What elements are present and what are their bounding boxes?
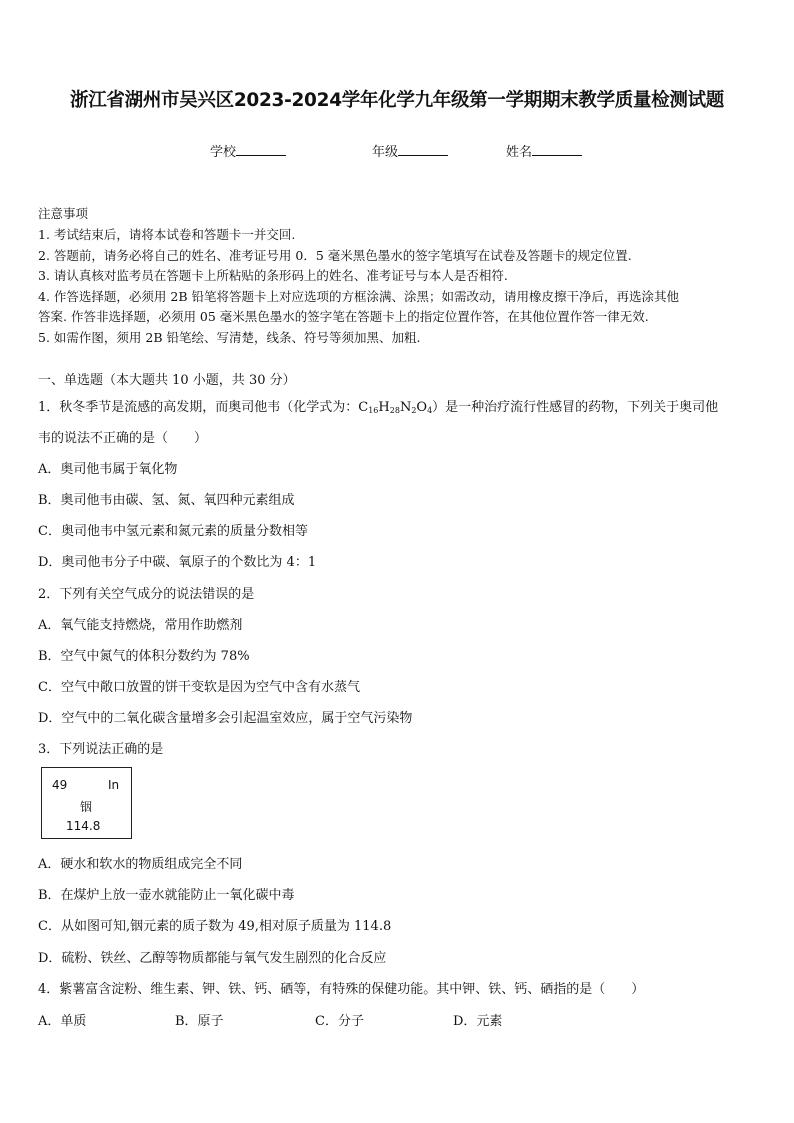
- name-blank: [532, 143, 582, 156]
- question-2-option-c: C．空气中敞口放置的饼干变软是因为空气中含有水蒸气: [38, 680, 360, 695]
- question-4-stem: 4．紫薯富含淀粉、维生素、钾、铁、钙、硒等，有特殊的保健功能。其中钾、铁、钙、硒指的是（ ）: [38, 982, 645, 997]
- notice-item: 答案. 作答非选择题，必须用 05 毫米黑色墨水的签字笔在答题卡上的指定位置作答，在其他位置作答一律无效.: [38, 309, 649, 324]
- question-2-stem: 2．下列有关空气成分的说法错误的是: [38, 587, 255, 602]
- question-1-option-d: D．奥司他韦分子中碳、氧原子的个数比为 4：1: [38, 555, 317, 570]
- grade-label: 年级: [372, 145, 399, 160]
- element-symbol: In: [108, 778, 120, 792]
- school-field: [210, 141, 286, 160]
- question-2-option-b: B．空气中氮气的体积分数约为 78%: [38, 649, 250, 664]
- school-label: 学校: [210, 145, 237, 160]
- element-card-indium: [41, 767, 132, 839]
- grade-blank: [398, 143, 448, 156]
- question-2-option-d: D．空气中的二氧化碳含量增多会引起温室效应，属于空气污染物: [38, 711, 413, 726]
- question-2-option-a: A．氧气能支持燃烧，常用作助燃剂: [38, 618, 243, 633]
- question-3-option-d: D．硫粉、铁丝、乙醇等物质都能与氧气发生剧烈的化合反应: [38, 951, 387, 966]
- question-3-option-a: A．硬水和软水的物质组成完全不同: [38, 857, 243, 872]
- notice-item: 2. 答题前，请务必将自己的姓名、准考证号用 0．5 毫米黑色墨水的签字笔填写在试卷及答题卡的规定位置.: [38, 248, 632, 263]
- name-label: 姓名: [506, 145, 533, 160]
- notice-item: 4. 作答选择题，必须用 2B 铅笔将答题卡上对应选项的方框涂满、涂黑；如需改动，请用橡皮擦干净后，再选涂其他: [38, 289, 679, 304]
- atomic-number: 49: [52, 778, 68, 792]
- question-3-stem: 3．下列说法正确的是: [38, 742, 164, 757]
- question-1-option-c: C．奥司他韦中氢元素和氮元素的质量分数相等: [38, 524, 308, 539]
- question-1-option-a: A．奥司他韦属于氧化物: [38, 462, 178, 477]
- question-3-option-c: C．从如图可知,铟元素的质子数为 49,相对原子质量为 114.8: [38, 919, 392, 934]
- notice-item: 5. 如需作图，须用 2B 铅笔绘、写清楚，线条、符号等须加黑、加粗.: [38, 330, 421, 345]
- section-heading: 一、单选题（本大题共 10 小题，共 30 分）: [38, 373, 296, 388]
- notice-item: 1. 考试结束后，请将本试卷和答题卡一并交回.: [38, 227, 296, 242]
- notice-item: 3. 请认真核对监考员在答题卡上所粘贴的条形码上的姓名、准考证号与本人是否相符.: [38, 268, 508, 283]
- school-blank: [236, 143, 286, 156]
- question-4-option-c: C．分子: [315, 1014, 364, 1029]
- name-field: [506, 141, 582, 160]
- question-3-option-b: B．在煤炉上放一壶水就能防止一氧化碳中毒: [38, 888, 295, 903]
- atomic-mass: 114.8: [66, 819, 101, 833]
- question-1-option-b: B．奥司他韦由碳、氢、氮、氧四种元素组成: [38, 493, 295, 508]
- question-4-option-a: A．单质: [38, 1014, 87, 1029]
- question-4-option-b: B．原子: [175, 1014, 224, 1029]
- notice-heading: 注意事项: [38, 206, 89, 221]
- question-1-stem-line2: 韦的说法不正确的是（ ）: [38, 431, 208, 446]
- grade-field: [372, 141, 448, 160]
- question-1-stem: 1．秋冬季节是流感的高发期，而奥司他韦（化学式为：$C_{16}H_{28}N_2O_4$）是一种治疗流行性感冒的药物，下列关于奥司他: [38, 400, 719, 415]
- element-name: 铟: [80, 800, 93, 814]
- exam-title: 浙江省湖州市吴兴区2023-2024学年化学九年级第一学期期末教学质量检测试题: [70, 90, 724, 111]
- question-4-option-d: D．元素: [453, 1014, 503, 1029]
